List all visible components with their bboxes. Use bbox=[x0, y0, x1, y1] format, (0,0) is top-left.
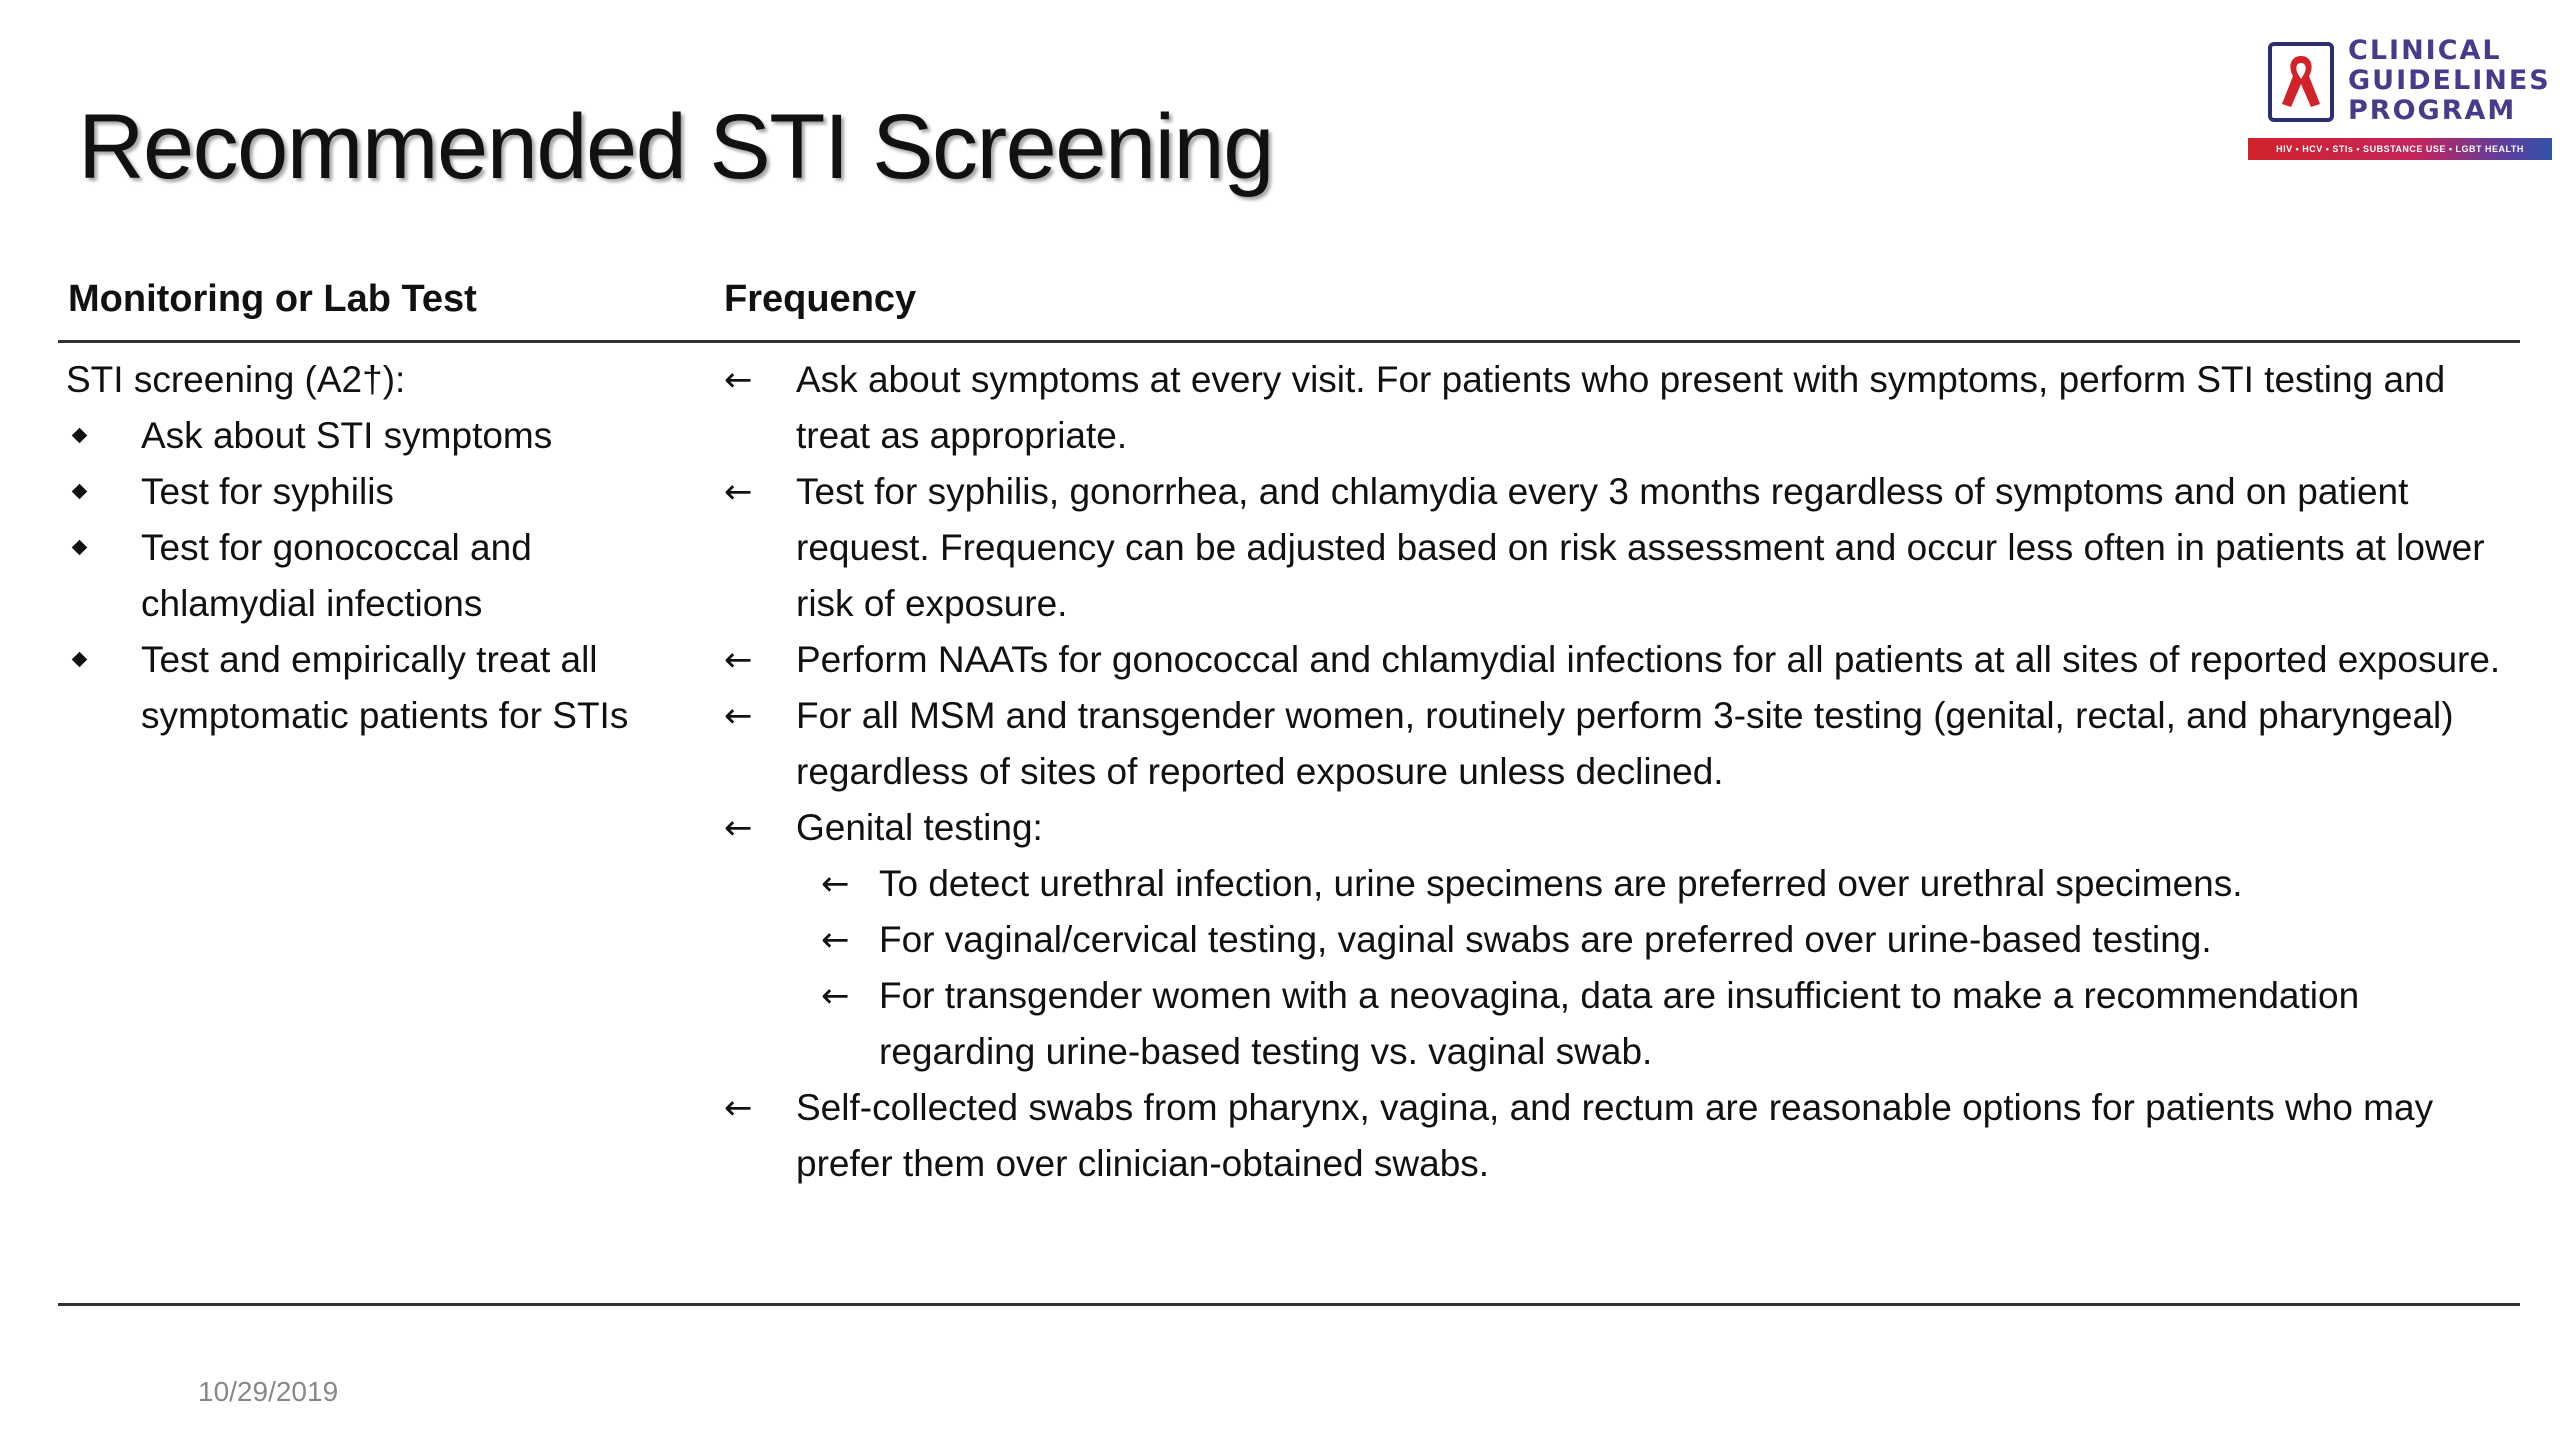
left-arrow-bullet-icon: ← bbox=[724, 360, 753, 400]
left-arrow-bullet-icon: ← bbox=[724, 1088, 753, 1128]
frequency-item bbox=[724, 800, 2504, 856]
frequency-item-text: Genital testing: bbox=[796, 807, 1043, 848]
left-list-item bbox=[66, 520, 621, 632]
logo-line-1: CLINICAL bbox=[2348, 35, 2502, 66]
logo-text bbox=[2348, 36, 2551, 126]
diamond-bullet-icon bbox=[72, 484, 88, 500]
logo-badge bbox=[2268, 42, 2334, 122]
slide-title: Recommended STI Screening bbox=[78, 96, 1273, 198]
left-arrow-bullet-icon: ← bbox=[821, 920, 850, 960]
monitoring-column bbox=[66, 352, 706, 744]
frequency-item bbox=[724, 632, 2504, 688]
logo-line-2: GUIDELINES bbox=[2348, 65, 2551, 96]
left-heading: STI screening (A2†): bbox=[66, 359, 406, 400]
clinical-guidelines-logo bbox=[2240, 34, 2552, 166]
frequency-sub-item-text: For vaginal/cervical testing, vaginal swabs are preferred over urine-based testing. bbox=[879, 919, 2212, 960]
left-arrow-bullet-icon: ← bbox=[724, 808, 753, 848]
ribbon-icon bbox=[2278, 52, 2324, 112]
frequency-item-text: For all MSM and transgender women, routinely perform 3-site testing (genital, rectal, and pharyngeal) regardless of sites of reported exposure unless declined. bbox=[796, 695, 2454, 792]
header-divider bbox=[58, 340, 2520, 343]
left-arrow-bullet-icon: ← bbox=[821, 864, 850, 904]
left-item-text: Ask about STI symptoms bbox=[141, 415, 553, 456]
frequency-item bbox=[724, 688, 2504, 800]
frequency-item bbox=[724, 352, 2504, 464]
left-arrow-bullet-icon: ← bbox=[724, 696, 753, 736]
diamond-bullet-icon bbox=[72, 540, 88, 556]
left-list-item bbox=[66, 464, 706, 520]
column-header-frequency: Frequency bbox=[724, 278, 917, 320]
frequency-sub-item bbox=[724, 912, 2504, 968]
frequency-sub-item-text: For transgender women with a neovagina, data are insufficient to make a recommendation regarding urine-based testing vs. vaginal swab. bbox=[879, 975, 2360, 1072]
frequency-item-text: Ask about symptoms at every visit. For patients who present with symptoms, perform STI testing and treat as appropriate. bbox=[796, 359, 2446, 456]
column-header-monitoring: Monitoring or Lab Test bbox=[68, 278, 477, 320]
frequency-item-text: Self-collected swabs from pharynx, vagina, and rectum are reasonable options for patients who may prefer them over clinician-obtained swabs. bbox=[796, 1087, 2434, 1184]
left-arrow-bullet-icon: ← bbox=[821, 976, 850, 1016]
logo-line-3: PROGRAM bbox=[2348, 95, 2517, 126]
diamond-bullet-icon bbox=[72, 428, 88, 444]
table-bottom-divider bbox=[58, 1303, 2520, 1306]
left-arrow-bullet-icon: ← bbox=[724, 640, 753, 680]
frequency-item-text: Perform NAATs for gonococcal and chlamydial infections for all patients at all sites of reported exposure. bbox=[796, 639, 2501, 680]
slide-date: 10/29/2019 bbox=[198, 1376, 339, 1407]
left-list-item bbox=[66, 632, 721, 744]
frequency-item-text: Test for syphilis, gonorrhea, and chlamydia every 3 months regardless of symptoms and on patient request. Frequency can be adjusted based on risk assessment and occur less often in patients at lower risk of exposure. bbox=[796, 471, 2485, 624]
left-item-text: Test and empirically treat all symptomatic patients for STIs bbox=[141, 639, 629, 736]
left-item-text: Test for syphilis bbox=[141, 471, 394, 512]
frequency-column bbox=[724, 352, 2504, 1192]
frequency-sub-item bbox=[724, 968, 2504, 1080]
frequency-sub-item bbox=[724, 856, 2504, 912]
frequency-item bbox=[724, 1080, 2504, 1192]
logo-tagline: HIV • HCV • STIs • SUBSTANCE USE • LGBT HEALTH bbox=[2248, 138, 2552, 160]
frequency-sub-item-text: To detect urethral infection, urine specimens are preferred over urethral specimens. bbox=[879, 863, 2243, 904]
frequency-item bbox=[724, 464, 2504, 632]
left-arrow-bullet-icon: ← bbox=[724, 472, 753, 512]
left-list-item bbox=[66, 408, 706, 464]
left-item-text: Test for gonococcal and chlamydial infections bbox=[141, 527, 532, 624]
diamond-bullet-icon bbox=[72, 652, 88, 668]
